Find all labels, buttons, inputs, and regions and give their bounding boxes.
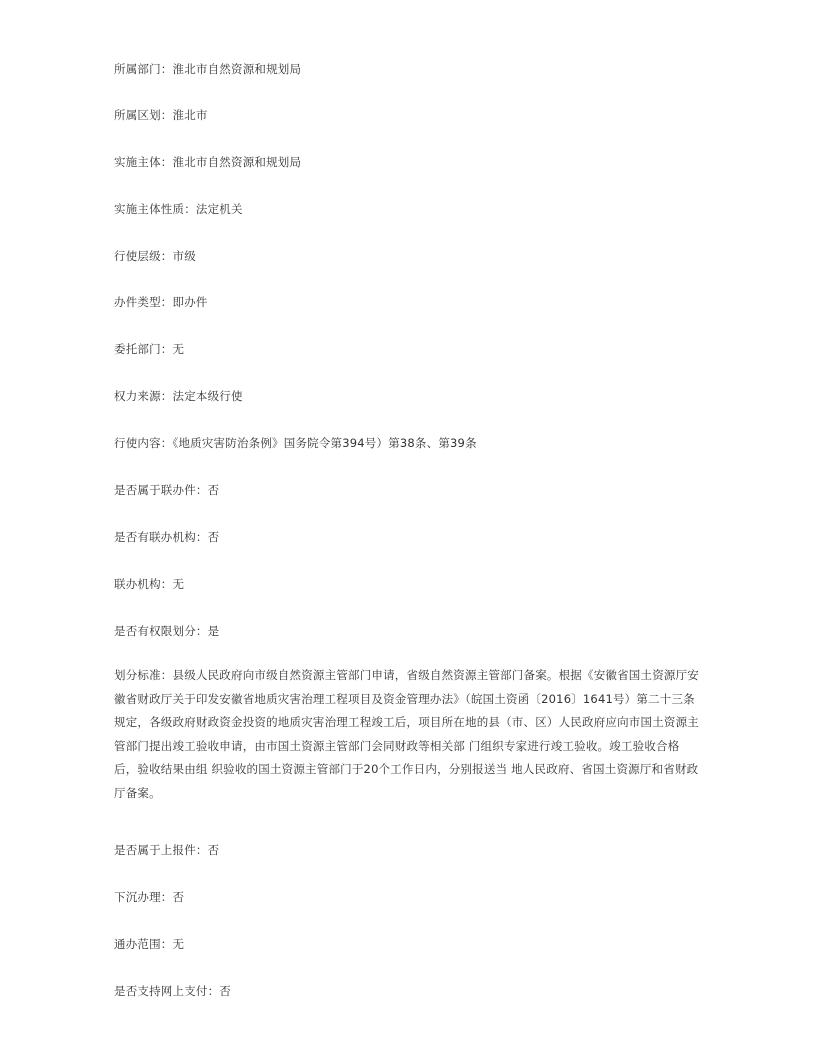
field-exercise-content: 行使内容：《地质灾害防治条例》国务院令第394号）第38条、第39条 xyxy=(114,436,477,450)
field-general-scope: 通办范围：无 xyxy=(114,937,185,951)
field-exercise-level: 行使层级：市级 xyxy=(114,249,196,263)
field-power-source: 权力来源：法定本级行使 xyxy=(114,389,243,403)
field-division-standard: 划分标准：县级人民政府向市级自然资源主管部门申请，省级自然资源主管部门备案。根据《安徽省国土资源厅安徽省财政厅关于印发安徽省地质灾害治理工程项目及资金管理办法》（皖国土资函〔2016〕1641号）第二十三条规定，各级政府财政资金投资的地质灾害治理工程竣工后，项目所在地的县（市、区）人民政府应向市国土资源主管部门提出竣工验收申请，由市国土资源主管部门会同财政等相关部 门组织专家进行竣工验收。竣工验收合格后，验收结果由组 织验收的国土资源主管部门于20个工作日内，分别报送当 地人民政府、省国土资源厅和省财政厅备案。 xyxy=(114,668,699,800)
field-implementing-subject: 实施主体：淮北市自然资源和规划局 xyxy=(114,155,302,169)
field-is-joint-case: 是否属于联办件：否 xyxy=(114,483,220,497)
field-handle-type: 办件类型：即办件 xyxy=(114,295,208,309)
field-region: 所属区划：淮北市 xyxy=(114,108,208,122)
field-has-authority-division: 是否有权限划分：是 xyxy=(114,624,220,638)
field-is-report-up: 是否属于上报件：否 xyxy=(114,843,220,857)
field-online-payment: 是否支持网上支付：否 xyxy=(114,984,231,998)
field-department: 所属部门：淮北市自然资源和规划局 xyxy=(114,62,302,76)
field-joint-organization: 联办机构：无 xyxy=(114,577,185,591)
field-has-joint-organization: 是否有联办机构：否 xyxy=(114,530,220,544)
field-entrusted-department: 委托部门：无 xyxy=(114,342,185,356)
field-subject-nature: 实施主体性质：法定机关 xyxy=(114,202,243,216)
field-sink-handling: 下沉办理：否 xyxy=(114,890,185,904)
